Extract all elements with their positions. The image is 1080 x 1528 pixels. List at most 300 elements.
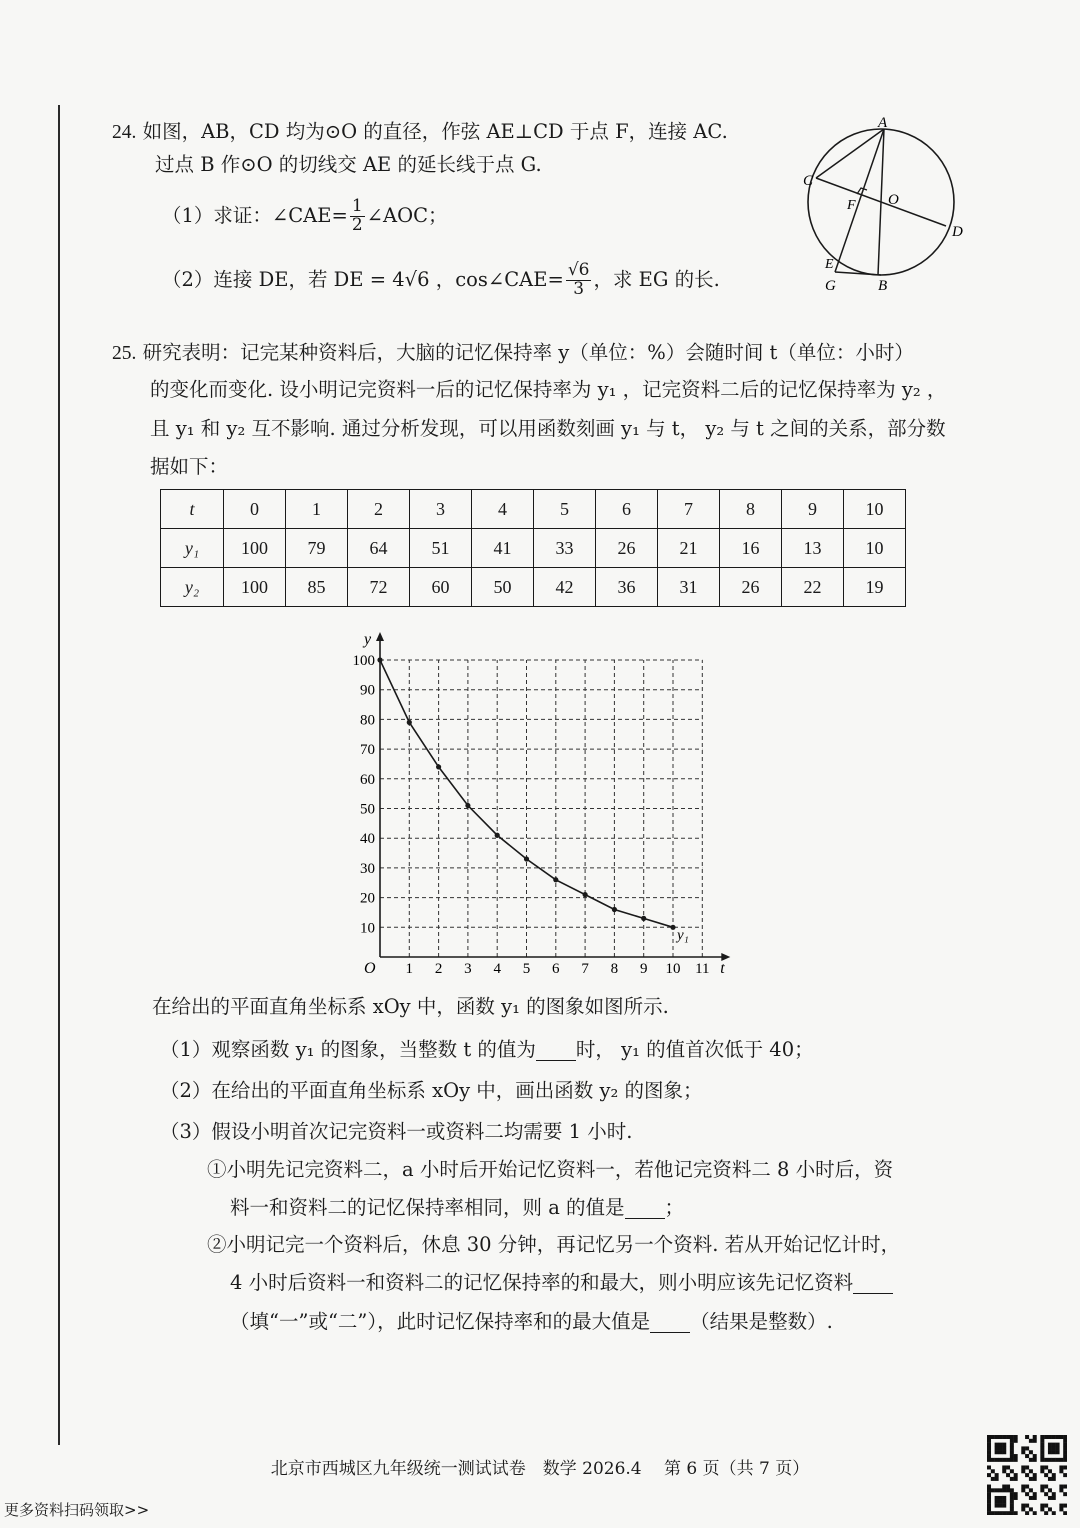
qr-code-icon[interactable] (987, 1435, 1067, 1515)
qr-module (1033, 1458, 1037, 1462)
x-tick-label: 4 (493, 961, 501, 977)
qr-module (1048, 1469, 1052, 1473)
q25-part3a-prefix: 料一和资料二的记忆保持率相同，则 a 的值是 (230, 1196, 625, 1219)
table-cell: 100 (224, 529, 286, 568)
y-axis-label: y (364, 631, 372, 648)
qr-module (1002, 1458, 1006, 1462)
qr-module (995, 1496, 999, 1500)
qr-module (1056, 1450, 1060, 1454)
qr-module (987, 1458, 991, 1462)
qr-module (1006, 1435, 1010, 1439)
qr-module (995, 1500, 999, 1504)
answer-blank[interactable] (650, 1314, 690, 1333)
q24-part2 (162, 262, 720, 299)
qr-module (1010, 1443, 1014, 1447)
qr-module (1040, 1439, 1044, 1443)
qr-module (1010, 1439, 1014, 1443)
qr-module (987, 1492, 991, 1496)
qr-module (1063, 1504, 1067, 1508)
y-tick-label: 70 (360, 742, 375, 759)
qr-module (1014, 1473, 1018, 1477)
q24-part2-prefix: （2）连接 DE，若 DE = 4√6 ，cos∠CAE= (162, 267, 564, 291)
qr-module (1010, 1458, 1014, 1462)
x-tick-label: 1 (405, 961, 414, 977)
page-footer: 北京市西城区九年级统一测试试卷 数学 2026.4 第 6 页（共 7 页） (270, 1459, 810, 1479)
qr-module (1029, 1496, 1033, 1500)
qr-module (1002, 1450, 1006, 1454)
qr-module (1010, 1477, 1014, 1481)
qr-module (1063, 1511, 1067, 1515)
qr-module (1025, 1454, 1029, 1458)
q24-part1-suffix: ∠AOC； (366, 203, 448, 227)
table-row-y2 (161, 568, 906, 607)
data-point (436, 764, 441, 769)
qr-module (1052, 1446, 1056, 1450)
qr-module (995, 1446, 999, 1450)
qr-module (1014, 1477, 1018, 1481)
data-point (407, 720, 412, 725)
table-cell: 5 (534, 490, 596, 529)
table-cell: 100 (224, 568, 286, 607)
qr-module (1063, 1485, 1067, 1489)
qr-module (1033, 1454, 1037, 1458)
qr-module (1059, 1507, 1063, 1511)
qr-module (1040, 1507, 1044, 1511)
table-cell: 0 (224, 490, 286, 529)
table-cell: 41 (472, 529, 534, 568)
qr-module (1040, 1458, 1044, 1462)
qr-module (995, 1458, 999, 1462)
y-tick-label: 90 (360, 682, 375, 699)
qr-module (987, 1450, 991, 1454)
qr-module (1021, 1488, 1025, 1492)
x-tick-label: 11 (695, 961, 710, 977)
x-tick-label: 9 (639, 961, 648, 977)
qr-module (998, 1496, 1002, 1500)
qr-module (1063, 1473, 1067, 1477)
y-axis-arrow (376, 632, 384, 641)
qr-module (987, 1473, 991, 1477)
qr-module (1010, 1511, 1014, 1515)
qr-module (1014, 1511, 1018, 1515)
tangent-gb (835, 272, 881, 275)
q25-stem-4: 据如下： (150, 455, 229, 478)
qr-module (1025, 1485, 1029, 1489)
qr-module (1048, 1435, 1052, 1439)
qr-module (1025, 1473, 1029, 1477)
qr-module (987, 1465, 991, 1469)
x-tick-label: 8 (610, 961, 619, 977)
table-cell: 26 (596, 529, 658, 568)
qr-module (1044, 1511, 1048, 1515)
qr-module (1063, 1465, 1067, 1469)
qr-module (1048, 1446, 1052, 1450)
table-cell: 8 (720, 490, 782, 529)
qr-module (1002, 1435, 1006, 1439)
label-f: F (847, 198, 856, 213)
q24-circle-figure (795, 112, 985, 297)
table-cell: 33 (534, 529, 596, 568)
qr-module (1014, 1454, 1018, 1458)
table-cell: 1 (286, 490, 348, 529)
table-cell: 60 (410, 568, 472, 607)
qr-module (1002, 1504, 1006, 1508)
x-tick-label: 3 (464, 961, 472, 977)
table-cell: 51 (410, 529, 472, 568)
qr-module (995, 1511, 999, 1515)
qr-module (1040, 1485, 1044, 1489)
qr-module (998, 1446, 1002, 1450)
y-tick-label: 80 (360, 712, 375, 729)
qr-module (1002, 1469, 1006, 1473)
q25-part3a-line1: ①小明先记完资料二，a 小时后开始记忆资料一，若他记完资料二 8 小时后，资 (207, 1158, 894, 1181)
qr-module (1021, 1446, 1025, 1450)
table-row-y1 (161, 529, 906, 568)
label-g: G (825, 278, 836, 294)
label-o: O (888, 192, 899, 208)
q25-part3a-suffix: ； (664, 1196, 685, 1219)
qr-module (1006, 1511, 1010, 1515)
qr-module (1033, 1477, 1037, 1481)
more-resources-link[interactable]: 更多资料扫码领取>> (4, 1501, 150, 1519)
qr-module (1010, 1500, 1014, 1504)
answer-blank[interactable] (625, 1200, 665, 1219)
label-e: E (825, 257, 834, 272)
qr-module (1063, 1458, 1067, 1462)
table-cell: 72 (348, 568, 410, 607)
qr-module (1021, 1507, 1025, 1511)
q24-part1 (162, 198, 447, 235)
qr-module (1006, 1488, 1010, 1492)
qr-module (1014, 1492, 1018, 1496)
qr-module (1010, 1450, 1014, 1454)
table-cell: 3 (410, 490, 472, 529)
data-point (670, 925, 675, 930)
table-cell: 10 (844, 529, 906, 568)
qr-module (1006, 1458, 1010, 1462)
data-point (583, 892, 588, 897)
qr-module (1052, 1435, 1056, 1439)
y-tick-label: 20 (360, 890, 375, 907)
x-axis-label: t (720, 960, 725, 977)
table-cell: 22 (782, 568, 844, 607)
table-row-label: t (161, 490, 224, 529)
qr-module (1056, 1458, 1060, 1462)
qr-module (1048, 1443, 1052, 1447)
qr-module (998, 1504, 1002, 1508)
answer-blank[interactable] (536, 1042, 576, 1061)
qr-module (1010, 1492, 1014, 1496)
qr-module (1059, 1504, 1063, 1508)
q25-part3b-prefix: 4 小时后资料一和资料二的记忆保持率的和最大，则小明应该先记忆资料 (230, 1271, 854, 1294)
qr-module (998, 1488, 1002, 1492)
qr-module (1021, 1485, 1025, 1489)
qr-module (1059, 1458, 1063, 1462)
table-cell: 16 (720, 529, 782, 568)
qr-module (998, 1450, 1002, 1454)
frac-denominator: 3 (573, 278, 585, 299)
q25-stem-1: 研究表明：记完某种资料后，大脑的记忆保持率 y（单位：%）会随时间 t（单位：小时） (142, 341, 914, 364)
qr-module (1025, 1492, 1029, 1496)
qr-module (1044, 1504, 1048, 1508)
qr-module (1048, 1458, 1052, 1462)
x-tick-label: 7 (581, 961, 589, 977)
qr-module (1002, 1446, 1006, 1450)
label-a: A (878, 115, 888, 131)
table-cell: 13 (782, 529, 844, 568)
qr-module (1059, 1435, 1063, 1439)
data-point (465, 803, 470, 808)
qr-module (998, 1458, 1002, 1462)
qr-module (1052, 1450, 1056, 1454)
coordinate-graph (340, 625, 740, 980)
table-cell: 64 (348, 529, 410, 568)
qr-module (995, 1435, 999, 1439)
qr-module (1029, 1477, 1033, 1481)
qr-module (1059, 1488, 1063, 1492)
qr-module (1040, 1454, 1044, 1458)
table-cell: 4 (472, 490, 534, 529)
qr-module (987, 1511, 991, 1515)
qr-module (1063, 1446, 1067, 1450)
y-tick-label: 30 (360, 860, 375, 877)
qr-module (1025, 1511, 1029, 1515)
y-tick-label: 10 (360, 920, 375, 937)
q25-part3b-line3-prefix: （填“一”或“二”），此时记忆保持率和的最大值是 (230, 1310, 651, 1333)
qr-module (991, 1477, 995, 1481)
y-tick-label: 100 (352, 653, 375, 669)
qr-module (1040, 1504, 1044, 1508)
data-point (553, 877, 558, 882)
qr-module (1052, 1473, 1056, 1477)
qr-module (1010, 1488, 1014, 1492)
qr-module (1029, 1488, 1033, 1492)
qr-module (1052, 1492, 1056, 1496)
qr-module (1029, 1469, 1033, 1473)
qr-module (995, 1450, 999, 1454)
qr-module (1002, 1500, 1006, 1504)
qr-module (1044, 1465, 1048, 1469)
table-cell: 85 (286, 568, 348, 607)
table-cell: 6 (596, 490, 658, 529)
qr-module (1063, 1439, 1067, 1443)
x-tick-label: 6 (552, 961, 560, 977)
qr-module (1052, 1496, 1056, 1500)
grid (380, 660, 702, 957)
qr-module (987, 1439, 991, 1443)
qr-module (1010, 1496, 1014, 1500)
qr-module (1006, 1485, 1010, 1489)
label-c: C (803, 173, 814, 189)
qr-module (1010, 1446, 1014, 1450)
qr-module (1056, 1446, 1060, 1450)
q25-part3a-line2 (230, 1196, 684, 1219)
qr-module (1044, 1492, 1048, 1496)
data-point (612, 907, 617, 912)
qr-module (1048, 1496, 1052, 1500)
qr-module (1040, 1443, 1044, 1447)
qr-module (1033, 1439, 1037, 1443)
q25-stem-2: 的变化而变化. 设小明记完资料一后的记忆保持率为 y₁ ，记完资料二后的记忆保持率为 y₂ ， (150, 378, 947, 401)
table-cell: 9 (782, 490, 844, 529)
qr-module (1044, 1473, 1048, 1477)
y-tick-label: 60 (360, 771, 375, 788)
data-point (524, 856, 529, 861)
qr-module (1002, 1511, 1006, 1515)
q25-part3b-line1: ②小明记完一个资料后，休息 30 分钟，再记忆另一个资料. 若从开始记忆计时， (207, 1233, 901, 1256)
qr-module (1014, 1458, 1018, 1462)
answer-blank[interactable] (853, 1275, 893, 1294)
table-cell: 79 (286, 529, 348, 568)
qr-module (1025, 1446, 1029, 1450)
table-row-t (161, 490, 906, 529)
qr-module (1033, 1473, 1037, 1477)
qr-module (987, 1504, 991, 1508)
qr-module (1056, 1435, 1060, 1439)
qr-module (1059, 1485, 1063, 1489)
y-tick-label: 50 (360, 801, 375, 818)
margin-rule (58, 105, 60, 1445)
qr-module (991, 1488, 995, 1492)
qr-module (1006, 1473, 1010, 1477)
qr-module (1056, 1443, 1060, 1447)
qr-module (991, 1435, 995, 1439)
q25-part3: （3）假设小明首次记完资料一或资料二均需要 1 小时. (160, 1120, 633, 1143)
qr-module (1002, 1488, 1006, 1492)
q24-part1-prefix: （1）求证：∠CAE= (162, 203, 348, 227)
table-cell: 31 (658, 568, 720, 607)
qr-module (1040, 1435, 1044, 1439)
qr-module (1040, 1488, 1044, 1492)
qr-module (1063, 1450, 1067, 1454)
label-b: B (878, 278, 888, 294)
qr-module (1014, 1496, 1018, 1500)
data-point (641, 916, 646, 921)
table-cell: 42 (534, 568, 596, 607)
qr-module (1002, 1496, 1006, 1500)
q25-part3b-line2 (230, 1271, 893, 1294)
q25-part3b-line3 (230, 1310, 833, 1333)
qr-module (998, 1435, 1002, 1439)
q25-part3b-line3-suffix: （结果是整数）. (690, 1310, 833, 1333)
qr-module (1033, 1435, 1037, 1439)
qr-module (987, 1435, 991, 1439)
qr-module (987, 1488, 991, 1492)
qr-module (1048, 1507, 1052, 1511)
qr-module (995, 1473, 999, 1477)
qr-module (1021, 1465, 1025, 1469)
qr-module (995, 1443, 999, 1447)
table-row-label: y₁ (161, 529, 224, 568)
qr-module (987, 1446, 991, 1450)
table-cell: 7 (658, 490, 720, 529)
qr-module (1010, 1507, 1014, 1511)
q25-part1 (160, 1038, 814, 1061)
qr-module (995, 1488, 999, 1492)
qr-module (1021, 1450, 1025, 1454)
qr-module (1044, 1435, 1048, 1439)
qr-module (1029, 1458, 1033, 1462)
qr-module (1052, 1477, 1056, 1481)
qr-module (987, 1507, 991, 1511)
q24-number: 24. (112, 122, 137, 143)
qr-module (1033, 1511, 1037, 1515)
qr-module (1029, 1450, 1033, 1454)
qr-module (1033, 1492, 1037, 1496)
qr-module (1025, 1504, 1029, 1508)
q25-stem-3: 且 y₁ 和 y₂ 互不影响. 通过分析发现，可以用函数刻画 y₁ 与 t， y₂ 与 t 之间的关系，部分数 (150, 417, 946, 440)
qr-module (991, 1511, 995, 1515)
qr-module (1010, 1504, 1014, 1508)
qr-module (998, 1511, 1002, 1515)
qr-module (1002, 1443, 1006, 1447)
qr-module (1044, 1485, 1048, 1489)
qr-module (1029, 1439, 1033, 1443)
table-cell: 2 (348, 490, 410, 529)
qr-module (1010, 1454, 1014, 1458)
y-tick-label: 40 (360, 831, 375, 848)
table-cell: 21 (658, 529, 720, 568)
qr-module (1052, 1443, 1056, 1447)
label-d: D (952, 224, 963, 240)
qr-module (1059, 1469, 1063, 1473)
qr-module (1025, 1435, 1029, 1439)
q24-stem-2: 过点 B 作⊙O 的切线交 AE 的延长线于点 G. (155, 153, 542, 176)
q25-part1-prefix: （1）观察函数 y₁ 的图象，当整数 t 的值为 (160, 1038, 536, 1061)
q24-stem-1: 如图，AB，CD 均为⊙O 的直径，作弦 AE⊥CD 于点 F，连接 AC. (142, 120, 728, 143)
qr-module (1063, 1454, 1067, 1458)
qr-module (998, 1500, 1002, 1504)
qr-module (1063, 1443, 1067, 1447)
x-tick-label: 5 (522, 961, 531, 977)
qr-module (1063, 1492, 1067, 1496)
qr-module (998, 1443, 1002, 1447)
q24-part2-suffix: ，求 EG 的长. (593, 267, 720, 291)
data-point (495, 833, 500, 838)
qr-module (1010, 1435, 1014, 1439)
qr-module (991, 1458, 995, 1462)
data-point (377, 657, 382, 662)
qr-module (995, 1504, 999, 1508)
qr-module (991, 1469, 995, 1473)
q25-line1 (112, 341, 914, 365)
table-cell: 50 (472, 568, 534, 607)
qr-module (1040, 1469, 1044, 1473)
x-tick-label: 2 (434, 961, 443, 977)
qr-module (1025, 1465, 1029, 1469)
origin-label: O (364, 960, 376, 977)
q25-number: 25. (112, 343, 137, 364)
qr-module (1048, 1488, 1052, 1492)
q24-part1-fraction (350, 198, 365, 235)
table-cell: 10 (844, 490, 906, 529)
table-cell: 19 (844, 568, 906, 607)
qr-module (987, 1500, 991, 1504)
qr-module (1010, 1469, 1014, 1473)
qr-module (987, 1454, 991, 1458)
qr-module (1014, 1439, 1018, 1443)
q24-part2-fraction (566, 262, 592, 299)
table-row-label: y₂ (161, 568, 224, 607)
qr-module (1052, 1458, 1056, 1462)
qr-module (995, 1477, 999, 1481)
qr-module (1059, 1465, 1063, 1469)
qr-module (1052, 1511, 1056, 1515)
q25-part2: （2）在给出的平面直角坐标系 xOy 中，画出函数 y₂ 的图象； (160, 1079, 703, 1102)
qr-module (1033, 1496, 1037, 1500)
qr-module (1040, 1465, 1044, 1469)
tick-labels (353, 653, 710, 977)
